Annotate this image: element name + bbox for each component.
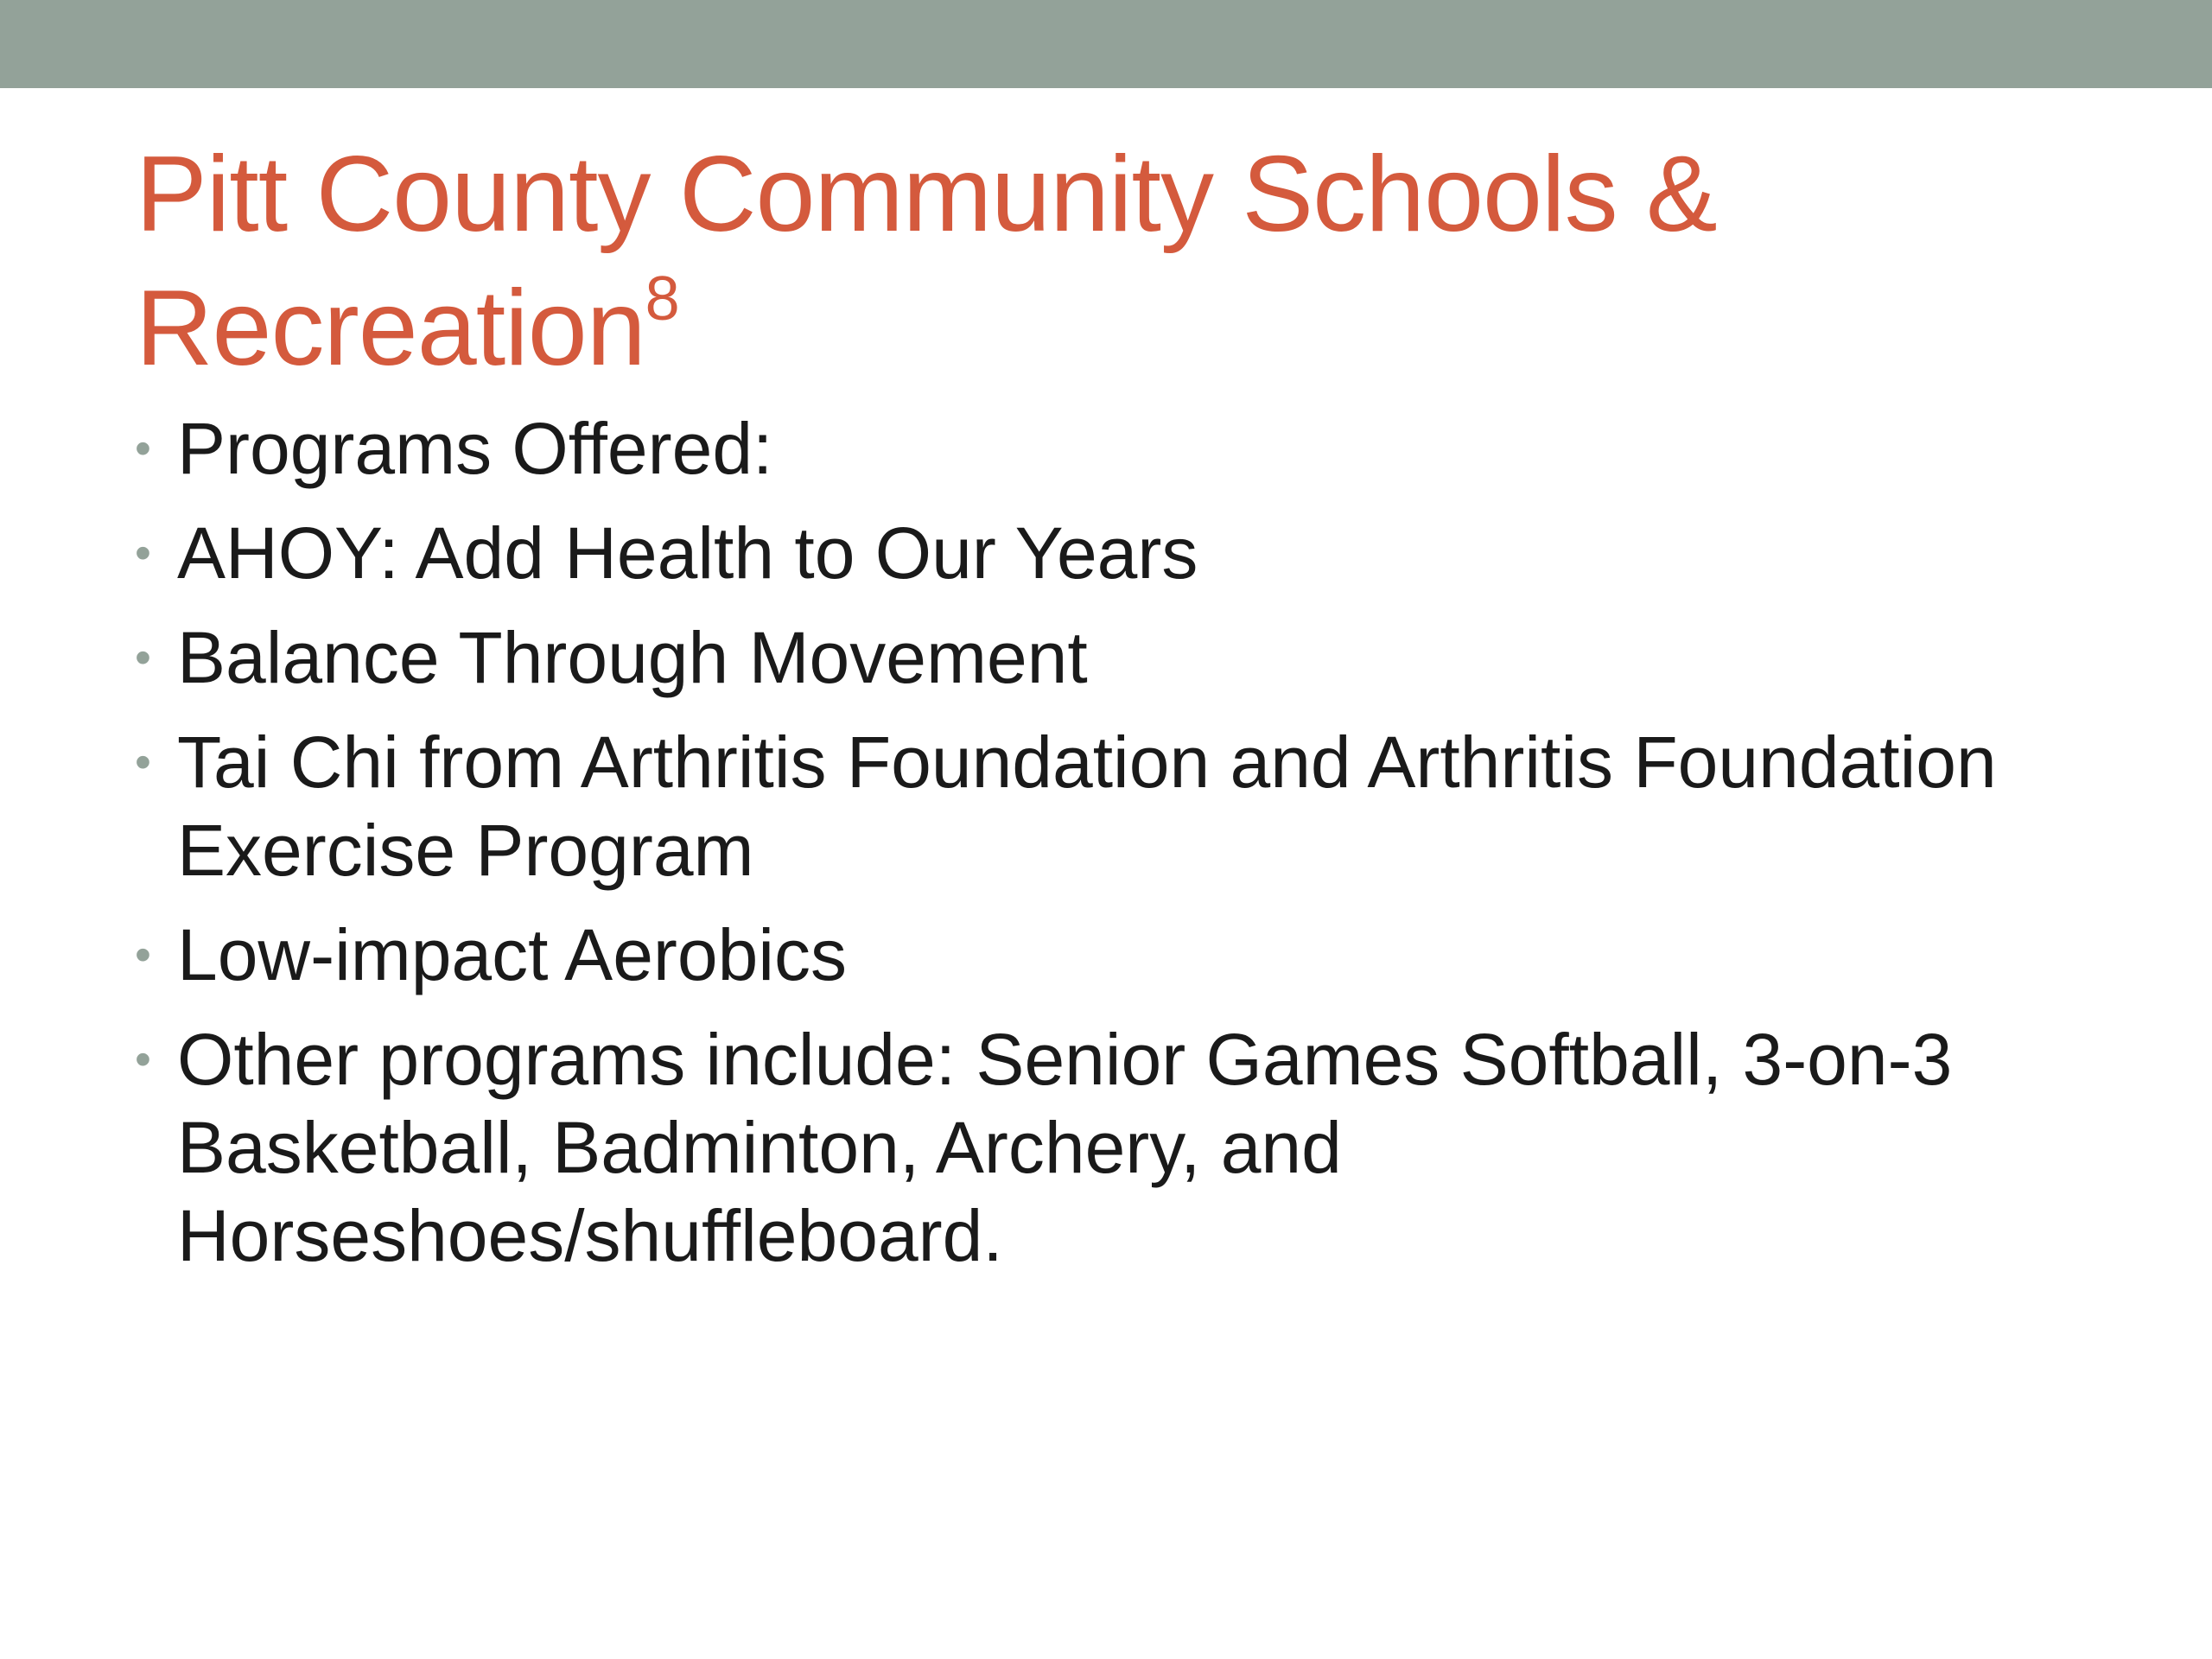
bullet-text: Low-impact Aerobics bbox=[177, 914, 847, 995]
title-line-2 bbox=[136, 262, 2088, 396]
bullet-list bbox=[130, 404, 2117, 1296]
footnote-superscript: 8 bbox=[645, 264, 679, 334]
bullet-item bbox=[130, 911, 2117, 999]
bullet-text: AHOY: Add Health to Our Years bbox=[177, 512, 1198, 594]
bullet-dot-icon: • bbox=[135, 632, 151, 683]
bullet-item bbox=[130, 404, 2117, 493]
bullet-dot-icon: • bbox=[135, 527, 151, 579]
bullet-dot-icon: • bbox=[135, 736, 151, 788]
bullet-item bbox=[130, 613, 2117, 702]
bullet-text: Programs Offered: bbox=[177, 408, 773, 489]
bullet-item bbox=[130, 1015, 2117, 1280]
bullet-item bbox=[130, 509, 2117, 597]
bullet-dot-icon: • bbox=[135, 1033, 151, 1085]
bullet-item bbox=[130, 718, 2117, 894]
bullet-text: Balance Through Movement bbox=[177, 617, 1088, 698]
slide-title bbox=[136, 128, 2088, 396]
bullet-text: Other programs include: Senior Games Softball, 3-on-3 Basketball, Badminton, Archery, and Horseshoes/shuffleboard. bbox=[177, 1019, 1953, 1276]
title-line-1: Pitt County Community Schools & bbox=[136, 135, 1717, 254]
top-accent-band bbox=[0, 0, 2212, 88]
bullet-text: Tai Chi from Arthritis Foundation and Arthritis Foundation Exercise Program bbox=[177, 721, 1997, 891]
bullet-dot-icon: • bbox=[135, 929, 151, 981]
title-line-2-text: Recreation bbox=[136, 269, 645, 388]
bullet-dot-icon: • bbox=[135, 423, 151, 474]
